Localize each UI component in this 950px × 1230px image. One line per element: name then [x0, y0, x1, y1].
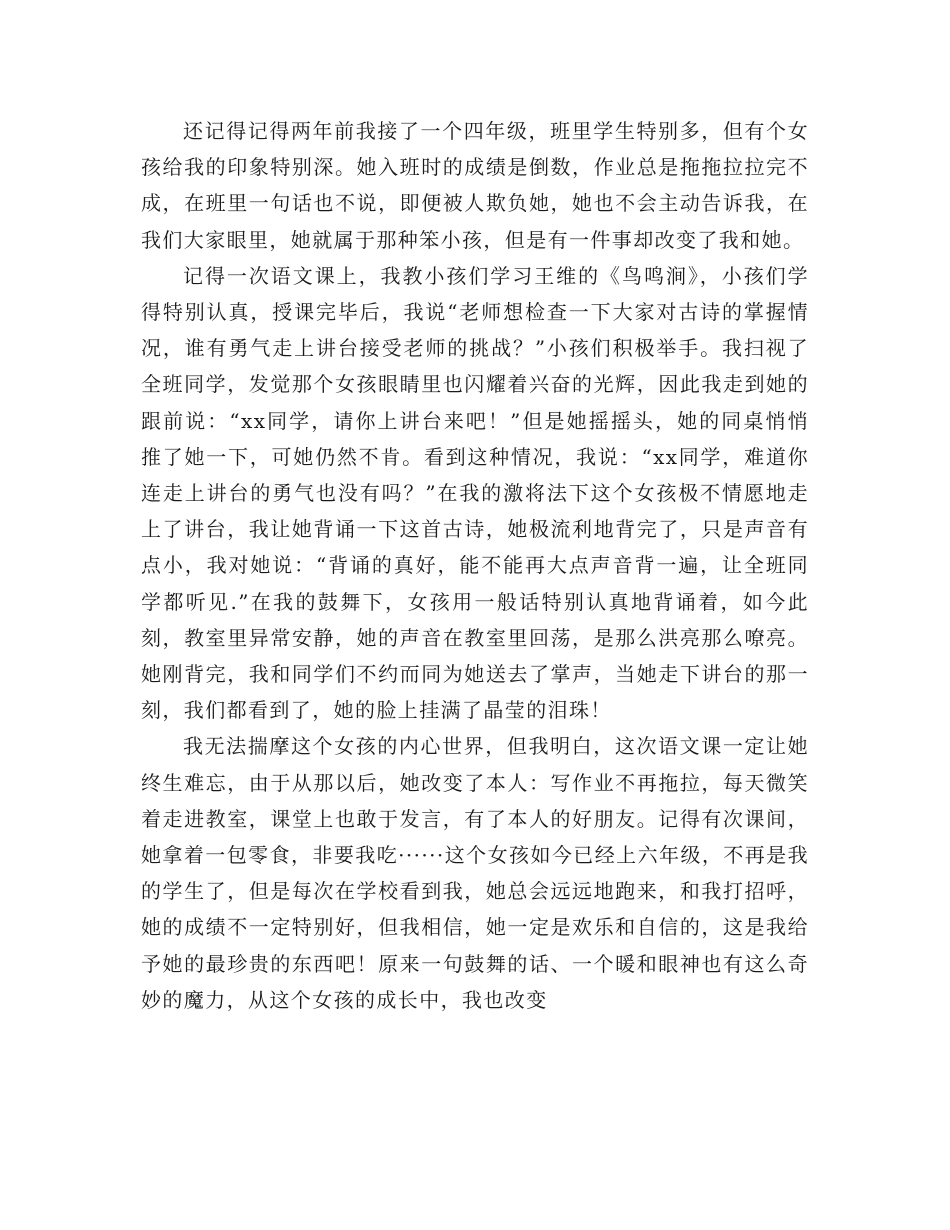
paragraph-2: 记得一次语文课上，我教小孩们学习王维的《鸟鸣涧》，小孩们学得特别认真，授课完毕后，我说“老师想检查一下大家对古诗的掌握情况，谁有勇气走上讲台接受老师的挑战？”小孩们积极举手。我扫视了全班同学，发觉那个女孩眼睛里也闪耀着兴奋的光辉，因此我走到她的跟前说：“xx同学，请你上讲台来吧！”但是她摇摇头，她的同桌悄悄推了她一下，可她仍然不肯。看到这种情况，我说：“xx同学，难道你连走上讲台的勇气也没有吗？”在我的激将法下这个女孩极不情愿地走上了讲台，我让她背诵一下这首古诗，她极流利地背完了，只是声音有点小，我对她说：“背诵的真好，能不能再大点声音背一遍，让全班同学都听见.”在我的鼓舞下，女孩用一般话特别认真地背诵着，如今此刻，教室里异常安静，她的声音在教室里回荡，是那么洪亮那么嘹亮。她刚背完，我和同学们不约而同为她送去了掌声，当她走下讲台的那一刻，我们都看到了，她的脸上挂满了晶莹的泪珠！ — [141, 263, 809, 723]
paragraph-1: 还记得记得两年前我接了一个四年级，班里学生特别多，但有个女孩给我的印象特别深。她入班时的成绩是倒数，作业总是拖拖拉拉完不成，在班里一句话也不说，即便被人欺负她，她也不会主动告诉我，在我们大家眼里，她就属于那种笨小孩，但是有一件事却改变了我和她。 — [141, 119, 809, 252]
document-body — [141, 113, 809, 1018]
paragraph-3: 我无法揣摩这个女孩的内心世界，但我明白，这次语文课一定让她终生难忘，由于从那以后，她改变了本人：写作业不再拖拉，每天微笑着走进教室，课堂上也敢于发言，有了本人的好朋友。记得有次课间，她拿着一包零食，非要我吃······这个女孩如今已经上六年级，不再是我的学生了，但是每次在学校看到我，她总会远远地跑来，和我打招呼，她的成绩不一定特别好，但我相信，她一定是欢乐和自信的，这是我给予她的最珍贵的东西吧！原来一句鼓舞的话、一个暖和眼神也有这么奇妙的魔力，从这个女孩的成长中，我也改变 — [141, 734, 809, 1012]
